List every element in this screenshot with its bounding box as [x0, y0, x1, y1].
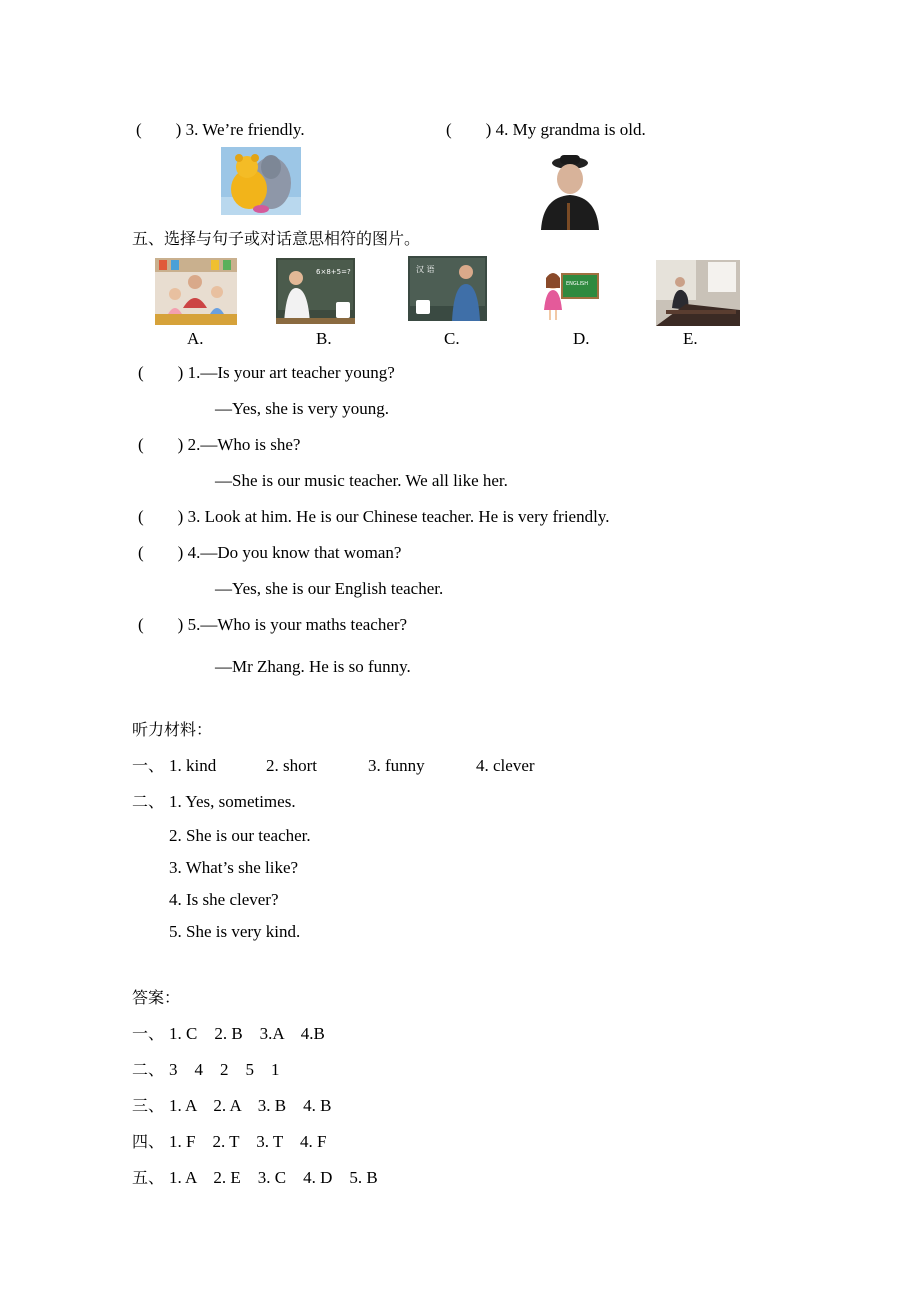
listening-part-1-item: 1. kind: [169, 756, 217, 775]
picture-a-art-class: [155, 258, 237, 325]
picture-c-chinese-teacher: [408, 256, 487, 321]
picture-label-d: D.: [573, 329, 590, 348]
listening-part-1-prefix: 一、: [132, 756, 165, 775]
listening-part-2-item: 1. Yes, sometimes.: [169, 792, 296, 811]
question-4-answer: —Yes, she is our English teacher.: [215, 579, 444, 598]
picture-label-a: A.: [187, 329, 204, 348]
picture-e-music-class: [656, 260, 740, 326]
question-2: ( ) 2.—Who is she?: [138, 435, 301, 454]
answer-row: 1. A 2. A 3. B 4. B: [169, 1096, 332, 1115]
section-5-title: 五、选择与句子或对话意思相符的图片。: [132, 229, 421, 248]
svg-text:6×8+5=?: 6×8+5=?: [316, 268, 351, 276]
listening-part-2-prefix: 二、: [132, 792, 165, 811]
question-5-answer: —Mr Zhang. He is so funny.: [215, 657, 411, 676]
question-5: ( ) 5.—Who is your maths teacher?: [138, 615, 408, 634]
picture-label-c: C.: [444, 329, 460, 348]
svg-text:ENGLISH: ENGLISH: [566, 281, 588, 287]
svg-text:汉 语: 汉 语: [416, 265, 435, 274]
question-4: ( ) 4.—Do you know that woman?: [138, 543, 402, 562]
question-1: ( ) 1.—Is your art teacher young?: [138, 363, 395, 382]
picture-label-b: B.: [316, 329, 332, 348]
listening-title: 听力材料：: [132, 720, 213, 739]
listening-part-1-item: 3. funny: [368, 756, 425, 775]
picture-d-english-teacher: [540, 270, 600, 322]
answer-row-prefix: 四、: [132, 1132, 165, 1151]
picture-b-math-teacher: [276, 258, 355, 324]
picture-label-e: E.: [683, 329, 698, 348]
friends-hug-picture: [221, 147, 301, 215]
listening-part-2-item: 4. Is she clever?: [169, 890, 279, 909]
exercise4-item-4: ( ) 4. My grandma is old.: [446, 120, 646, 139]
answer-row-prefix: 一、: [132, 1024, 165, 1043]
listening-part-1-item: 4. clever: [476, 756, 535, 775]
listening-part-2-item: 3. What’s she like?: [169, 858, 299, 877]
exercise4-item-3: ( ) 3. We’re friendly.: [136, 120, 305, 139]
listening-part-2-item: 5. She is very kind.: [169, 922, 301, 941]
answer-row: 1. A 2. E 3. C 4. D 5. B: [169, 1168, 378, 1187]
grandma-picture: [533, 153, 607, 230]
answer-row: 3 4 2 5 1: [169, 1060, 280, 1079]
question-2-answer: —She is our music teacher. We all like her.: [215, 471, 508, 490]
listening-part-1-item: 2. short: [266, 756, 317, 775]
answer-row: 1. C 2. B 3.A 4.B: [169, 1024, 325, 1043]
answer-row: 1. F 2. T 3. T 4. F: [169, 1132, 327, 1151]
answers-title: 答案：: [132, 988, 181, 1007]
listening-part-2-item: 2. She is our teacher.: [169, 826, 311, 845]
answer-row-prefix: 二、: [132, 1060, 165, 1079]
question-3: ( ) 3. Look at him. He is our Chinese teacher. He is very friendly.: [138, 507, 610, 526]
answer-row-prefix: 三、: [132, 1096, 165, 1115]
question-1-answer: —Yes, she is very young.: [215, 399, 389, 418]
answer-row-prefix: 五、: [132, 1168, 165, 1187]
